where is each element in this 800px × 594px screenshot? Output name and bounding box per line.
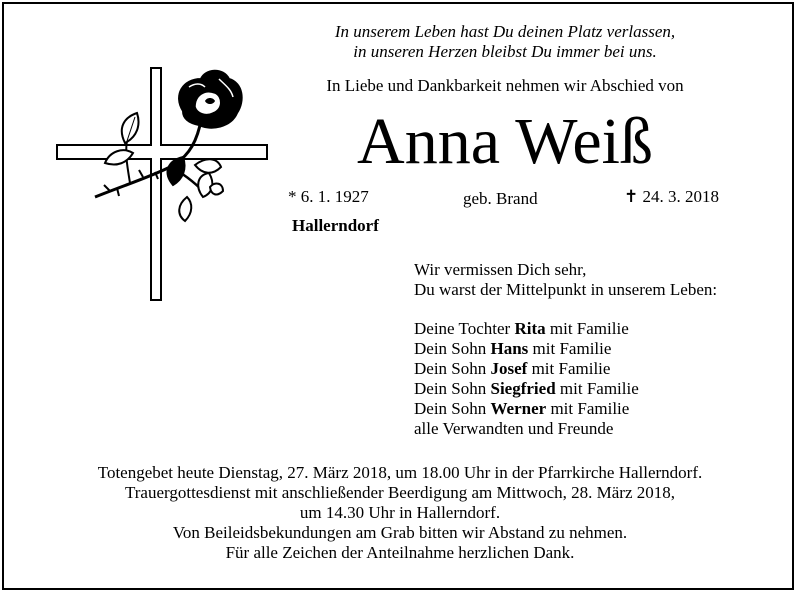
family-suffix: mit Familie	[527, 359, 611, 378]
family-item-last: alle Verwandten und Freunde	[414, 419, 614, 438]
maiden-name: geb. Brand	[463, 189, 538, 208]
footer-line-5: Für alle Zeichen der Anteilnahme herzlichen Dank.	[225, 543, 575, 562]
motto-line-1: In unserem Leben hast Du deinen Platz verlassen,	[334, 22, 676, 41]
footer-line-3: um 14.30 Uhr in Hallerndorf.	[299, 503, 501, 522]
family-item	[414, 379, 639, 399]
intro-text: In Liebe und Dankbarkeit nehmen wir Abschied von	[326, 76, 684, 95]
family-suffix: mit Familie	[545, 319, 629, 338]
family-suffix: mit Familie	[546, 399, 630, 418]
family-suffix: mit Familie	[528, 339, 612, 358]
family-relation: Dein Sohn	[414, 339, 491, 358]
family-relation: Dein Sohn	[414, 379, 491, 398]
service-details	[20, 463, 780, 563]
family-list	[414, 319, 639, 439]
deceased-name: Anna Weiß	[357, 105, 653, 178]
message-line-2: Du warst der Mittelpunkt in unserem Leben:	[414, 280, 718, 299]
birth-date: * 6. 1. 1927	[288, 187, 369, 206]
death-date: ✝ 24. 3. 2018	[624, 187, 719, 206]
family-relation: Dein Sohn	[414, 359, 491, 378]
family-item	[414, 319, 639, 339]
footer-line-2: Trauergottesdienst mit anschließender Beerdigung am Mittwoch, 28. März 2018,	[124, 483, 676, 502]
cross-with-rose-icon	[55, 65, 270, 305]
family-member-name: Hans	[490, 339, 529, 358]
family-item	[414, 359, 639, 379]
place-name: Hallerndorf	[292, 216, 379, 235]
family-suffix: mit Familie	[555, 379, 639, 398]
family-relation: Deine Tochter	[414, 319, 515, 338]
family-member-name: Siegfried	[490, 379, 556, 398]
family-member-name: Werner	[490, 399, 547, 418]
message-line-1: Wir vermissen Dich sehr,	[414, 260, 587, 279]
motto	[285, 22, 725, 62]
motto-line-2: in unseren Herzen bleibst Du immer bei uns.	[353, 42, 657, 61]
message	[414, 260, 717, 300]
family-item	[414, 399, 639, 419]
family-item	[414, 339, 639, 359]
footer-line-4: Von Beileidsbekundungen am Grab bitten wir Abstand zu nehmen.	[172, 523, 628, 542]
family-relation: Dein Sohn	[414, 399, 491, 418]
family-member-name: Rita	[514, 319, 546, 338]
family-member-name: Josef	[490, 359, 528, 378]
footer-line-1: Totengebet heute Dienstag, 27. März 2018, um 18.00 Uhr in der Pfarrkirche Hallerndorf.	[97, 463, 703, 482]
